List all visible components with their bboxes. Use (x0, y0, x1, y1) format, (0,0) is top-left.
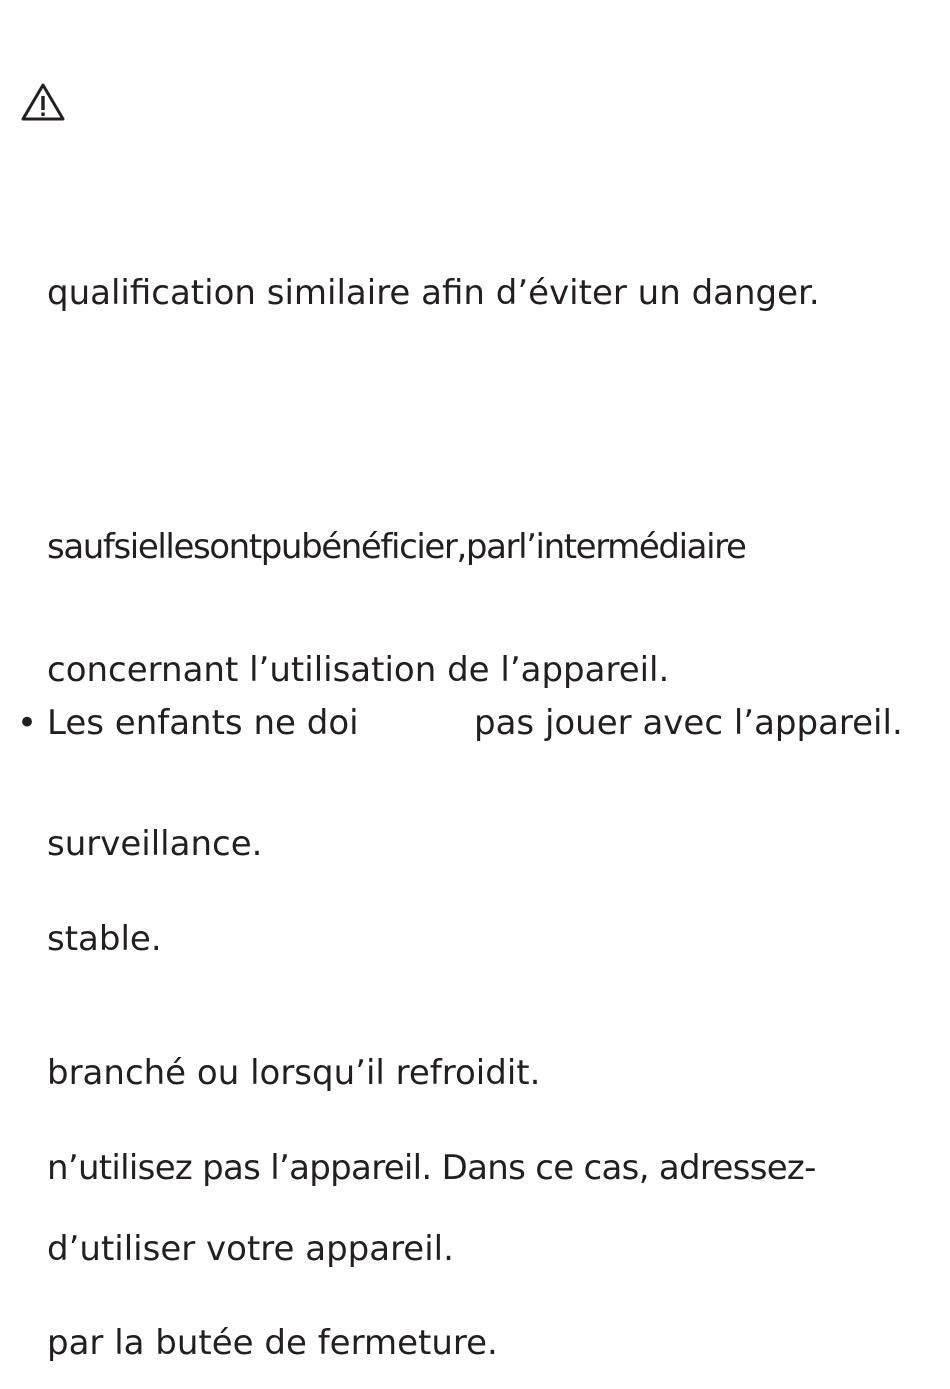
text-line-nutilisez: n’utilisez pas l’appareil. Dans ce cas, adressez- (47, 1148, 816, 1188)
text-line-enfants (47, 703, 947, 743)
text-line-concernant: concernant l’utilisation de l’appareil. (47, 650, 670, 690)
text-line-enfants-part1: Les enfants ne doi (47, 703, 359, 743)
text-line-stable: stable. (47, 919, 162, 959)
bullet-marker: • (17, 703, 38, 743)
text-line-qualification: qualification similaire afin d’éviter un danger. (47, 273, 820, 313)
text-line-enfants-part2: pas jouer avec l’appareil. (474, 703, 903, 743)
text-line-sauf: saufsiellesontpubénéficier,parl’intermédiaire (47, 527, 746, 567)
text-line-surveillance: surveillance. (47, 824, 263, 864)
text-line-butee: par la butée de fermeture. (47, 1323, 498, 1363)
warning-triangle-icon (21, 82, 65, 122)
text-line-dutiliser: d’utiliser votre appareil. (47, 1229, 454, 1269)
text-line-branche: branché ou lorsqu’il refroidit. (47, 1053, 541, 1093)
